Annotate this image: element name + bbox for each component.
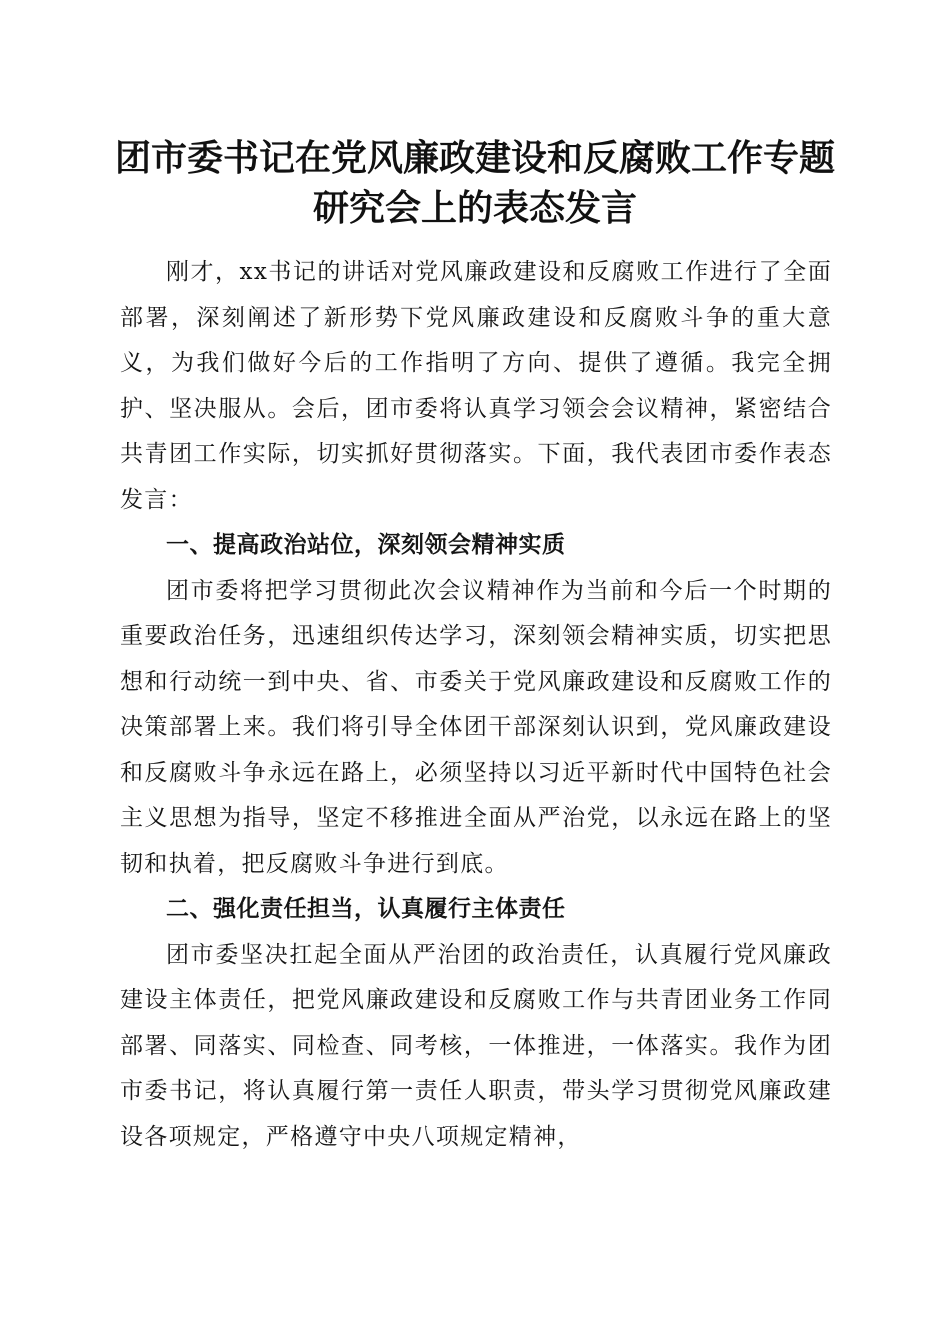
document-title <box>100 133 850 233</box>
section-heading-2: 二、强化责任担当，认真履行主体责任 <box>166 896 566 922</box>
section-paragraph-2: 团市委坚决扛起全面从严治团的政治责任，认真履行党风廉政建设主体责任，把党风廉政建设和反腐败工作与共青团业务工作同部署、同落实、同检查、同考核，一体推进，一体落实。我作为团市委书记，将认真履行第一责任人职责，带头学习贯彻党风廉政建设各项规定，严格遵守中央八项规定精神， <box>120 941 832 1150</box>
document-body <box>120 250 832 1160</box>
title-line-2: 研究会上的表态发言 <box>312 187 637 229</box>
section-paragraph-1: 团市委将把学习贯彻此次会议精神作为当前和今后一个时期的重要政治任务，迅速组织传达学习，深刻领会精神实质，切实把思想和行动统一到中央、省、市委关于党风廉政建设和反腐败工作的决策部署上来。我们将引导全体团干部深刻认识到，党风廉政建设和反腐败斗争永远在路上，必须坚持以习近平新时代中国特色社会主义思想为指导，坚定不移推进全面从严治党，以永远在路上的坚韧和执着，把反腐败斗争进行到底。 <box>120 577 832 877</box>
section-heading-1: 一、提高政治站位，深刻领会精神实质 <box>166 532 566 558</box>
intro-paragraph: 刚才，xx书记的讲话对党风廉政建设和反腐败工作进行了全面部署，深刻阐述了新形势下党风廉政建设和反腐败斗争的重大意义，为我们做好今后的工作指明了方向、提供了遵循。我完全拥护、坚决服从。会后，团市委将认真学习领会会议精神，紧密结合共青团工作实际，切实抓好贯彻落实。下面，我代表团市委作表态发言： <box>120 259 832 513</box>
title-line-1: 团市委书记在党风廉政建设和反腐败工作专题 <box>114 137 835 179</box>
